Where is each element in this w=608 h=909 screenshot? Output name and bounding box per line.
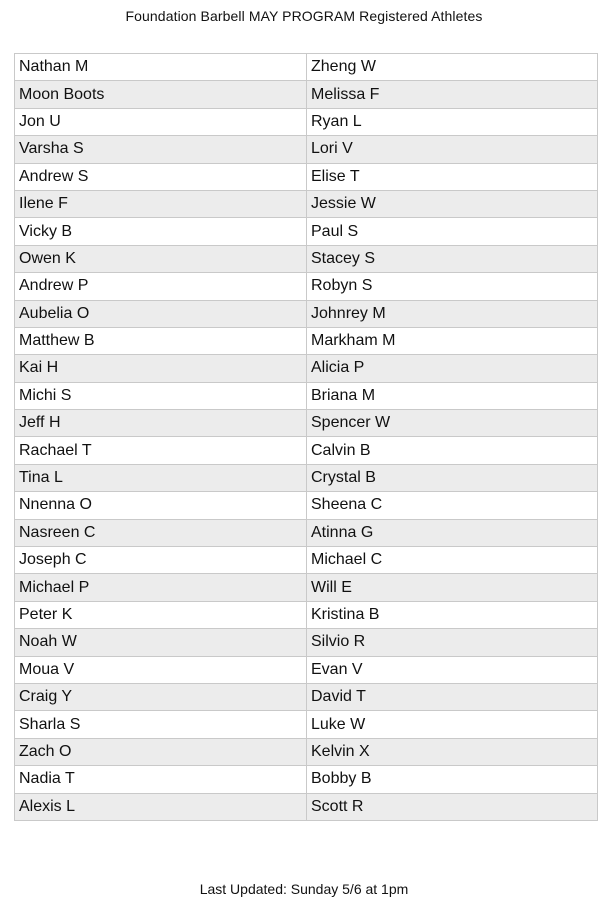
athlete-name-left: Kai H — [15, 355, 307, 382]
athlete-name-right: Markham M — [307, 327, 598, 354]
athlete-name-right: Atinna G — [307, 519, 598, 546]
athlete-name-left: Tina L — [15, 464, 307, 491]
athlete-name-left: Nnenna O — [15, 492, 307, 519]
athlete-name-right: Kristina B — [307, 601, 598, 628]
athlete-name-right: Crystal B — [307, 464, 598, 491]
athlete-name-left: Owen K — [15, 245, 307, 272]
athlete-name-left: Noah W — [15, 629, 307, 656]
table-row — [15, 327, 598, 354]
table-row — [15, 574, 598, 601]
athlete-name-left: Vicky B — [15, 218, 307, 245]
athlete-name-right: Briana M — [307, 382, 598, 409]
athlete-name-left: Jon U — [15, 108, 307, 135]
table-row — [15, 738, 598, 765]
athlete-name-right: Johnrey M — [307, 300, 598, 327]
table-row — [15, 108, 598, 135]
athlete-name-left: Peter K — [15, 601, 307, 628]
athlete-name-right: Will E — [307, 574, 598, 601]
athlete-name-left: Aubelia O — [15, 300, 307, 327]
table-row — [15, 190, 598, 217]
table-row — [15, 766, 598, 793]
athlete-name-left: Andrew S — [15, 163, 307, 190]
athlete-name-right: Evan V — [307, 656, 598, 683]
athlete-name-right: Scott R — [307, 793, 598, 820]
table-row — [15, 273, 598, 300]
athlete-name-right: Melissa F — [307, 81, 598, 108]
athlete-name-left: Michi S — [15, 382, 307, 409]
table-row — [15, 300, 598, 327]
athlete-name-right: Luke W — [307, 711, 598, 738]
athlete-name-left: Alexis L — [15, 793, 307, 820]
table-row — [15, 218, 598, 245]
table-row — [15, 492, 598, 519]
table-row — [15, 601, 598, 628]
athlete-name-left: Moon Boots — [15, 81, 307, 108]
athlete-name-right: David T — [307, 683, 598, 710]
athlete-name-left: Michael P — [15, 574, 307, 601]
table-row — [15, 519, 598, 546]
athlete-name-right: Lori V — [307, 136, 598, 163]
athlete-name-left: Sharla S — [15, 711, 307, 738]
athlete-roster-body — [15, 54, 598, 821]
table-row — [15, 629, 598, 656]
table-row — [15, 136, 598, 163]
last-updated-note: Last Updated: Sunday 5/6 at 1pm — [199, 881, 409, 897]
table-row — [15, 793, 598, 820]
athlete-name-left: Nadia T — [15, 766, 307, 793]
table-row — [15, 54, 598, 81]
athlete-name-right: Jessie W — [307, 190, 598, 217]
athlete-name-right: Robyn S — [307, 273, 598, 300]
page-title: Foundation Barbell MAY PROGRAM Registered Athletes — [125, 8, 483, 24]
athlete-name-left: Varsha S — [15, 136, 307, 163]
athlete-name-left: Joseph C — [15, 547, 307, 574]
athlete-name-right: Ryan L — [307, 108, 598, 135]
athlete-name-right: Calvin B — [307, 437, 598, 464]
table-row — [15, 163, 598, 190]
athlete-name-right: Silvio R — [307, 629, 598, 656]
table-row — [15, 382, 598, 409]
athlete-name-left: Nathan M — [15, 54, 307, 81]
athlete-name-left: Craig Y — [15, 683, 307, 710]
table-row — [15, 547, 598, 574]
athlete-name-left: Jeff H — [15, 410, 307, 437]
table-row — [15, 683, 598, 710]
athlete-name-left: Matthew B — [15, 327, 307, 354]
table-row — [15, 437, 598, 464]
table-row — [15, 355, 598, 382]
athlete-name-left: Moua V — [15, 656, 307, 683]
athlete-name-right: Zheng W — [307, 54, 598, 81]
athlete-name-left: Andrew P — [15, 273, 307, 300]
table-row — [15, 464, 598, 491]
athlete-name-left: Zach O — [15, 738, 307, 765]
athlete-name-right: Michael C — [307, 547, 598, 574]
athlete-name-right: Spencer W — [307, 410, 598, 437]
athlete-name-right: Alicia P — [307, 355, 598, 382]
athlete-name-right: Bobby B — [307, 766, 598, 793]
table-row — [15, 711, 598, 738]
athlete-name-left: Rachael T — [15, 437, 307, 464]
athlete-name-right: Kelvin X — [307, 738, 598, 765]
table-row — [15, 656, 598, 683]
athlete-name-right: Elise T — [307, 163, 598, 190]
athlete-name-left: Ilene F — [15, 190, 307, 217]
table-row — [15, 81, 598, 108]
athlete-name-right: Sheena C — [307, 492, 598, 519]
table-row — [15, 245, 598, 272]
table-row — [15, 410, 598, 437]
athlete-name-right: Paul S — [307, 218, 598, 245]
athlete-roster-table — [14, 53, 598, 821]
athlete-name-left: Nasreen C — [15, 519, 307, 546]
athlete-name-right: Stacey S — [307, 245, 598, 272]
